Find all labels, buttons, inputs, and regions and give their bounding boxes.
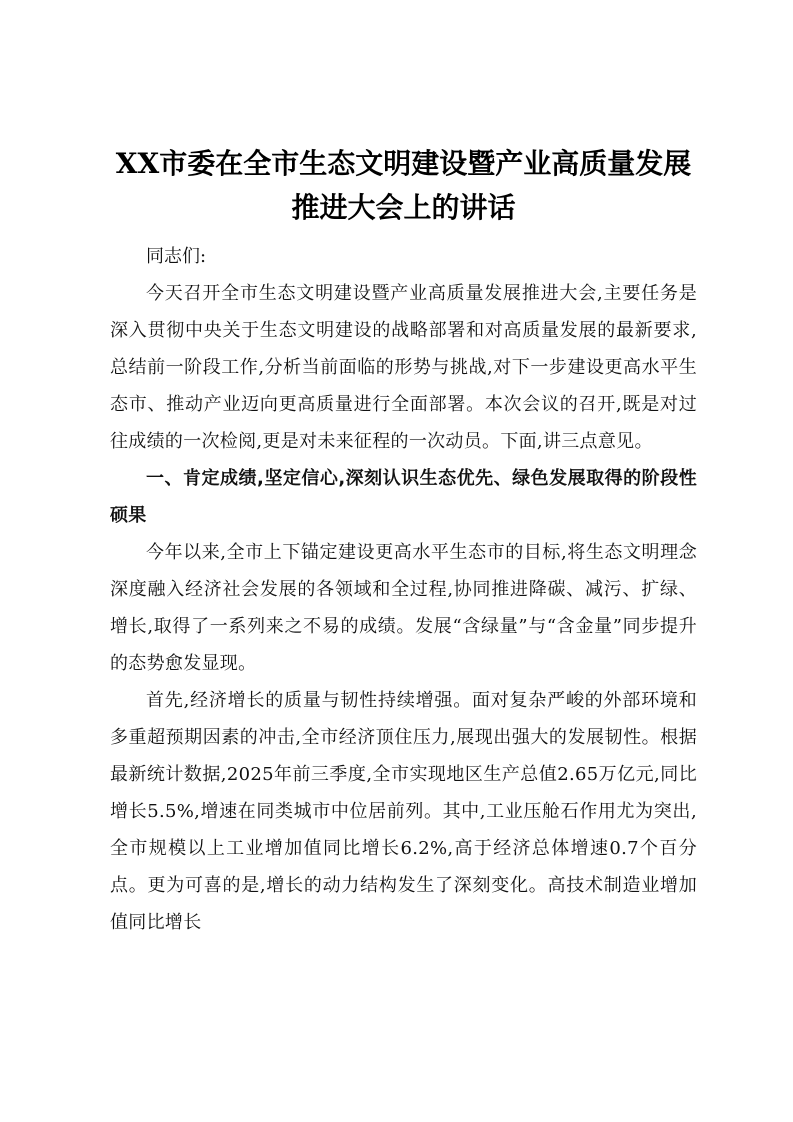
paragraph-economy: 首先,经济增长的质量与韧性持续增强。面对复杂严峻的外部环境和多重超预期因素的冲击,全市经济顶住压力,展现出强大的发展韧性。根据最新统计数据,2025年前三季度,全市实现地区生产总值2.65万亿元,同比增长5.5%,增速在同类城市中位居前列。其中,工业压舱石作用尤为突出,全市规模以上工业增加值同比增长6.2%,高于经济总体增速0.7个百分点。更为可喜的是,增长的动力结构发生了深刻变化。高技术制造业增加值同比增长 — [110, 690, 697, 933]
document-title: XX市委在全市生态文明建设暨产业高质量发展推进大会上的讲话 — [115, 147, 692, 224]
paragraph-achievements: 今年以来,全市上下锚定建设更高水平生态市的目标,将生态文明理念深度融入经济社会发展的各领域和全过程,协同推进降碳、减污、扩绿、增长,取得了一系列来之不易的成绩。发展“含绿量”与“含金量”同步提升的态势愈发显现。 — [110, 542, 697, 674]
paragraph-intro: 今天召开全市生态文明建设暨产业高质量发展推进大会,主要任务是深入贯彻中央关于生态文明建设的战略部署和对高质量发展的最新要求,总结前一阶段工作,分析当前面临的形势与挑战,对下一步建设更高水平生态市、推动产业迈向更高质量进行全面部署。本次会议的召开,既是对过往成绩的一次检阅,更是对未来征程的一次动员。下面,讲三点意见。 — [110, 283, 697, 452]
greeting: 同志们: — [146, 246, 207, 267]
section-heading-1: 一、肯定成绩,坚定信心,深刻认识生态优先、绿色发展取得的阶段性硕果 — [110, 468, 697, 526]
